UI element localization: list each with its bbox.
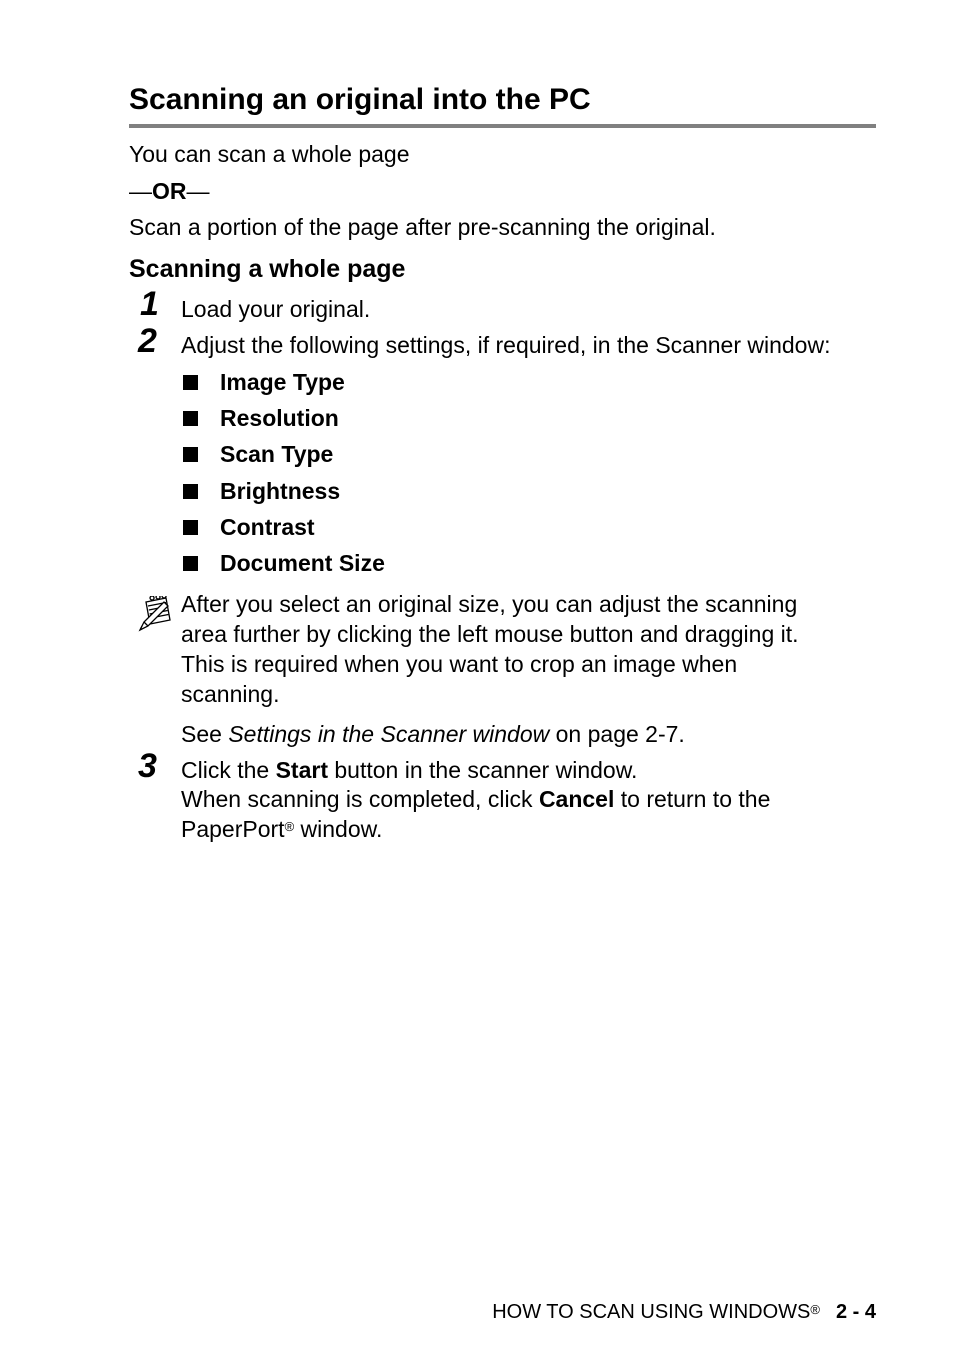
step-text-3-line2: When scanning is completed, click Cancel to return to the [181, 786, 771, 812]
note-body [181, 589, 881, 709]
square-bullet-icon [183, 520, 198, 535]
step-number-3: 3 [138, 747, 157, 785]
list-item [183, 367, 345, 397]
setting-contrast: Contrast [220, 513, 315, 540]
list-item [183, 439, 333, 469]
note-line: area further by clicking the left mouse button and dragging it. [181, 621, 799, 647]
square-bullet-icon [183, 556, 198, 571]
note-line: After you select an original size, you can adjust the scanning [181, 591, 798, 617]
page-footer: HOW TO SCAN USING WINDOWS® 2 - 4 [492, 1301, 876, 1323]
or-dash-right: — [186, 178, 210, 204]
square-bullet-icon [183, 484, 198, 499]
step-text-3-line1: Click the Start button in the scanner window. [181, 757, 638, 783]
title-rule [129, 124, 876, 128]
cancel-button-name: Cancel [538, 786, 615, 812]
list-item [183, 403, 339, 433]
footer-chapter: HOW TO SCAN USING WINDOWS [492, 1301, 811, 1323]
setting-document-size: Document Size [220, 549, 385, 576]
note-pencil-icon [136, 596, 176, 634]
intro-line-2: Scan a portion of the page after pre-scanning the original. [129, 214, 716, 240]
or-dash-left: — [129, 178, 152, 204]
square-bullet-icon [183, 411, 198, 426]
or-separator [129, 176, 210, 206]
square-bullet-icon [183, 375, 198, 390]
step-number-2: 2 [138, 322, 157, 360]
setting-brightness: Brightness [220, 477, 341, 504]
list-item [183, 476, 340, 506]
see-reference: See Settings in the Scanner window on page 2-7. [181, 721, 685, 747]
note-line: scanning. [181, 681, 280, 707]
step-text-1: Load your original. [181, 296, 371, 322]
step-text-2: Adjust the following settings, if required, in the Scanner window: [181, 332, 831, 358]
cross-reference-link: Settings in the Scanner window [228, 721, 550, 747]
list-item [183, 512, 315, 542]
setting-image-type: Image Type [220, 368, 345, 395]
page-number: 2 - 4 [835, 1301, 876, 1323]
setting-scan-type: Scan Type [220, 440, 334, 467]
list-item [183, 548, 385, 578]
step-number-1: 1 [140, 285, 159, 323]
setting-resolution: Resolution [220, 404, 339, 431]
square-bullet-icon [183, 447, 198, 462]
step-text-3-line3: PaperPort® window. [181, 816, 383, 842]
start-button-name: Start [275, 757, 328, 783]
subsection-title: Scanning a whole page [129, 255, 406, 283]
note-line: This is required when you want to crop an image when [181, 651, 738, 677]
intro-line-1: You can scan a whole page [129, 141, 410, 167]
or-word: OR [152, 178, 187, 204]
page-title: Scanning an original into the PC [129, 83, 591, 116]
